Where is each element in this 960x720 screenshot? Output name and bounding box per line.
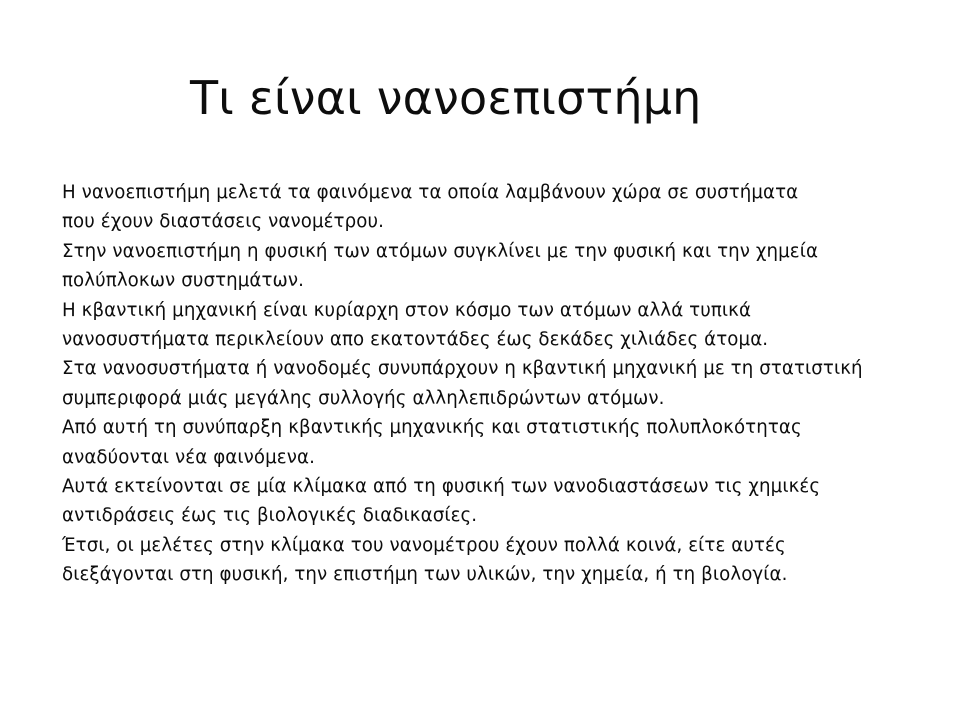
body-line: Στα νανοσυστήματα ή νανοδομές συνυπάρχουν η κβαντική μηχανική με τη στατιστική [62,358,863,380]
body-line: συμπεριφορά μιάς μεγάλης συλλογής αλληλεπιδρώντων ατόμων. [62,387,665,409]
body-line: Στην νανοεπιστήμη η φυσική των ατόμων συγκλίνει με την φυσική και την χημεία [62,240,819,262]
body-line: που έχουν διαστάσεις νανομέτρου. [62,211,384,233]
body-line: αντιδράσεις έως τις βιολογικές διαδικασίες. [62,505,478,527]
slide-title: Τι είναι νανοεπιστήμη [190,71,702,125]
slide-body [62,178,942,590]
body-line: Η κβαντική μηχανική είναι κυρίαρχη στον κόσμο των ατόμων αλλά τυπικά [62,299,752,321]
body-line: Έτσι, οι μελέτες στην κλίμακα του νανομέτρου έχουν πολλά κοινά, είτε αυτές [62,534,786,556]
body-line: Από αυτή τη συνύπαρξη κβαντικής μηχανικής και στατιστικής πολυπλοκότητας [62,417,802,439]
body-line: νανοσυστήματα περικλείουν απο εκατοντάδες έως δεκάδες χιλιάδες άτομα. [62,329,769,351]
body-line: αναδύονται νέα φαινόμενα. [62,446,315,468]
body-line: διεξάγονται στη φυσική, την επιστήμη των υλικών, την χημεία, ή τη βιολογία. [62,564,788,586]
body-line: Αυτά εκτείνονται σε μία κλίμακα από τη φυσική των νανοδιαστάσεων τις χημικές [62,476,821,498]
body-line: Η νανοεπιστήμη μελετά τα φαινόμενα τα οποία λαμβάνουν χώρα σε συστήματα [62,182,799,203]
body-line: πολύπλοκων συστημάτων. [62,270,305,292]
